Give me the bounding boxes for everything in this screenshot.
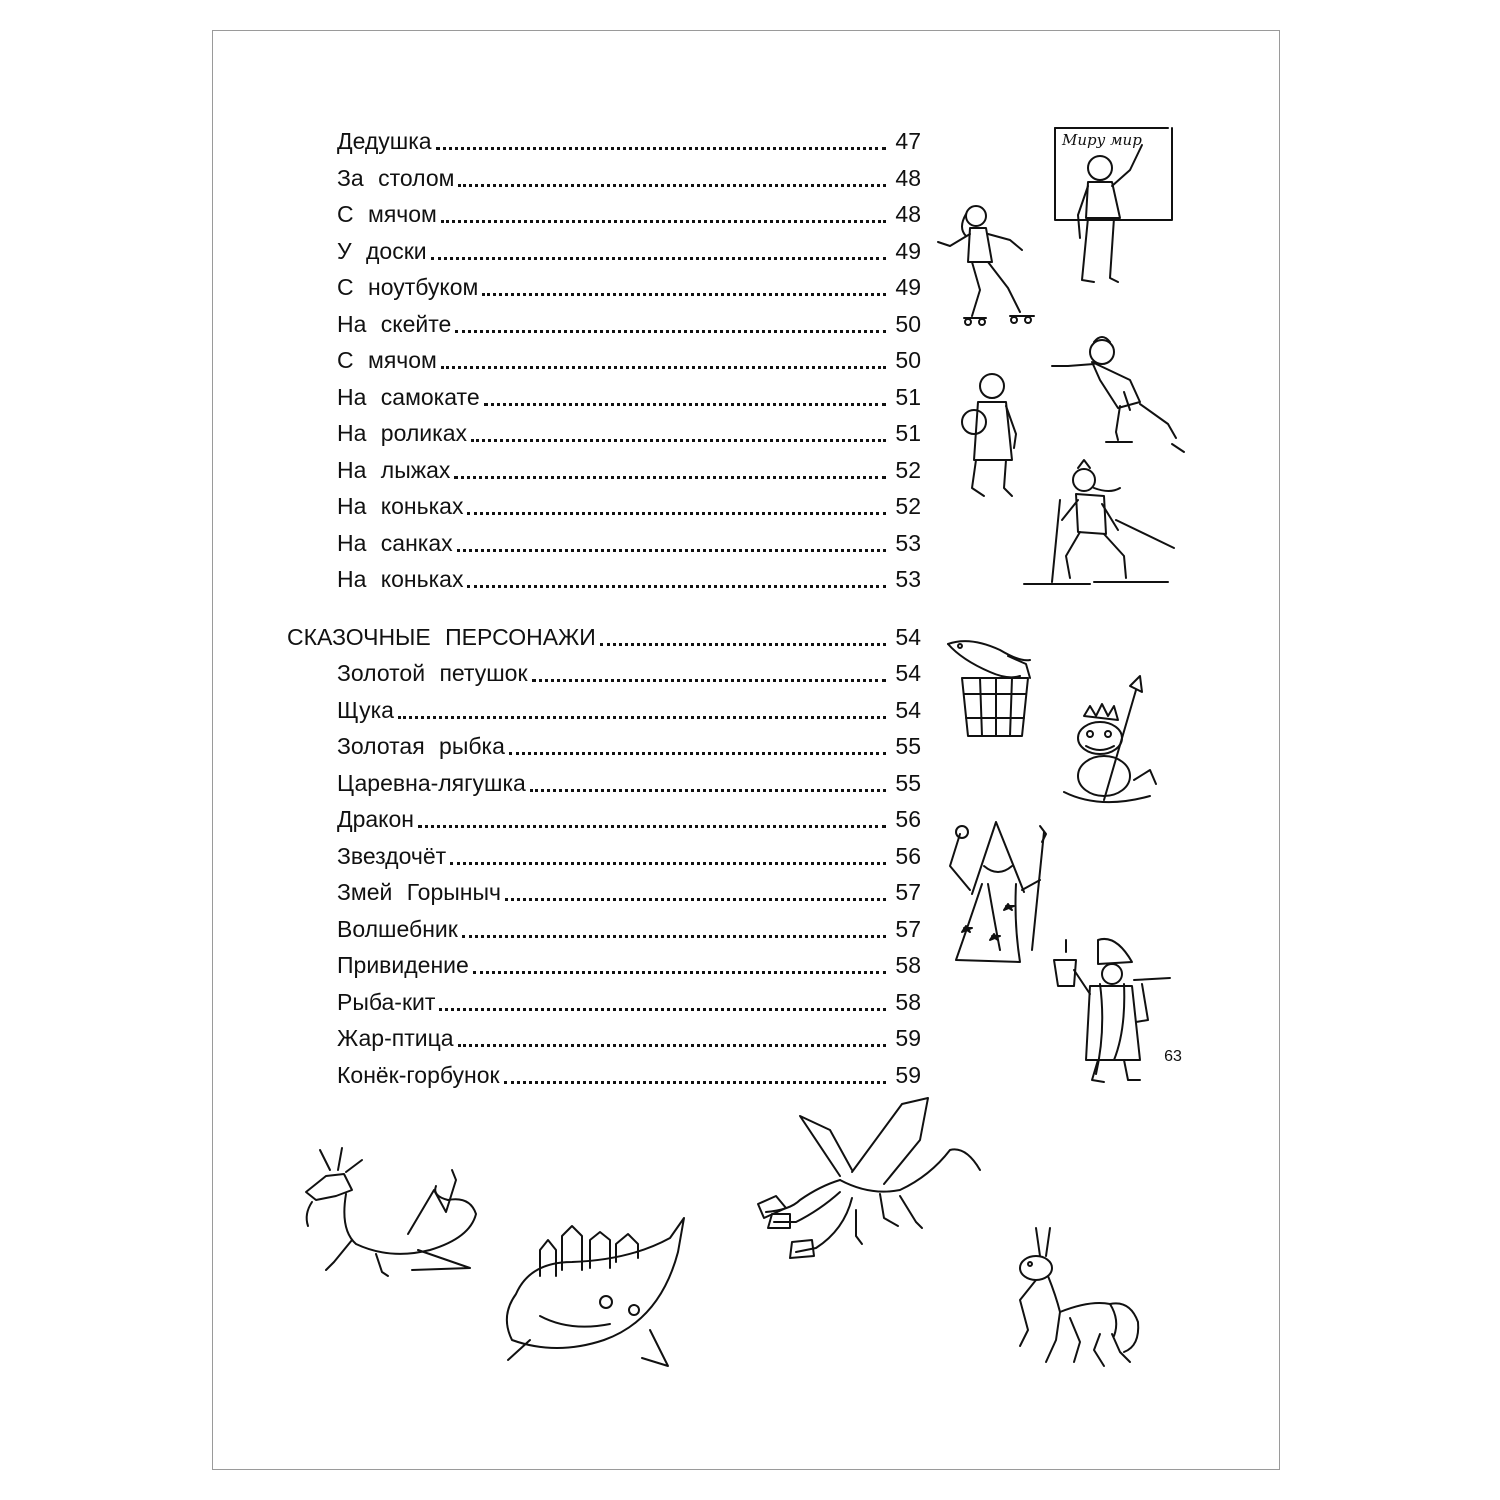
three-headed-dragon-illustration <box>758 1098 980 1258</box>
toc-entry-page: 48 <box>895 201 921 227</box>
toc-section-title: СКАЗОЧНЫЕ ПЕРСОНАЖИ <box>287 624 596 650</box>
whale-with-town-illustration <box>507 1218 684 1366</box>
boy-at-blackboard-illustration <box>1055 128 1172 282</box>
toc-entry-page: 54 <box>895 697 921 723</box>
toc-entry-title: Привидение <box>337 952 469 978</box>
toc-entry-title: Золотой петушок <box>337 660 528 686</box>
toc-entry-page: 55 <box>895 770 921 796</box>
toc-entry-title: На самокате <box>337 384 480 410</box>
toc-entry-page: 56 <box>895 806 921 832</box>
toc-entry-page: 51 <box>895 384 921 410</box>
toc-entry-title: На коньках <box>337 493 464 519</box>
toc-entry-page: 52 <box>895 457 921 483</box>
toc-entry-page: 55 <box>895 733 921 759</box>
toc-entry-page: 51 <box>895 420 921 446</box>
toc-entry-title: Звездочёт <box>337 843 447 869</box>
toc-entry-title: Щука <box>337 697 394 723</box>
toc-entry-title: С ноутбуком <box>337 274 479 300</box>
toc-entry-title: Жар-птица <box>337 1025 454 1051</box>
toc-entry-page: 58 <box>895 989 921 1015</box>
toc-entry-title: Рыба-кит <box>337 989 436 1015</box>
toc-entry-title: На санках <box>337 530 453 556</box>
toc-entry-page: 59 <box>895 1025 921 1051</box>
boy-with-ball-illustration <box>962 374 1016 496</box>
toc-entry-page: 53 <box>895 530 921 556</box>
pike-in-barrel-illustration <box>948 641 1030 736</box>
blackboard-writing: Миру мир <box>1062 131 1142 149</box>
toc-entry-title: Волшебник <box>337 916 458 942</box>
toc-entry-page: 49 <box>895 238 921 264</box>
toc-entry-page: 56 <box>895 843 921 869</box>
toc-entry-title: За столом <box>337 165 455 191</box>
toc-section-page: 54 <box>895 624 921 650</box>
toc-entry-page: 50 <box>895 347 921 373</box>
humpbacked-horse-illustration <box>1020 1228 1138 1366</box>
toc-entry-page: 53 <box>895 566 921 592</box>
dragon-illustration <box>306 1148 476 1276</box>
toc-entry-page: 49 <box>895 274 921 300</box>
toc-entry-title: С мячом <box>337 201 437 227</box>
toc-entry-title: Царевна-лягушка <box>337 770 526 796</box>
toc-entry-page: 57 <box>895 879 921 905</box>
toc-entry-title: Золотая рыбка <box>337 733 505 759</box>
toc-entry-title: Змей Горыныч <box>337 879 501 905</box>
stargazer-wizard-illustration <box>950 822 1046 962</box>
toc-entry-page: 57 <box>895 916 921 942</box>
toc-entry-title: На лыжах <box>337 457 451 483</box>
toc-entry-page: 50 <box>895 311 921 337</box>
toc-entry-title: Дракон <box>337 806 414 832</box>
toc-entry-page: 47 <box>895 128 921 154</box>
girl-on-rollerblades-illustration <box>938 206 1034 325</box>
toc-entry-title: С мячом <box>337 347 437 373</box>
speed-skater-illustration <box>1052 337 1184 452</box>
page-number: 63 <box>1164 1048 1182 1065</box>
toc-entry-page: 58 <box>895 952 921 978</box>
toc-entry-title: На роликах <box>337 420 467 446</box>
toc-entry-page: 52 <box>895 493 921 519</box>
toc-entry-page: 54 <box>895 660 921 686</box>
frog-princess-illustration <box>1064 676 1156 802</box>
toc-entry-page: 59 <box>895 1062 921 1088</box>
toc-entry-title: Дедушка <box>337 128 432 154</box>
toc-entry-title: Конёк-горбунок <box>337 1062 500 1088</box>
gnome-with-lantern-illustration <box>1054 939 1170 1082</box>
toc-entry-title: На коньках <box>337 566 464 592</box>
toc-entry-title: У доски <box>337 238 427 264</box>
toc-entry-page: 48 <box>895 165 921 191</box>
skier-illustration <box>1024 460 1174 584</box>
toc-entry-title: На скейте <box>337 311 452 337</box>
